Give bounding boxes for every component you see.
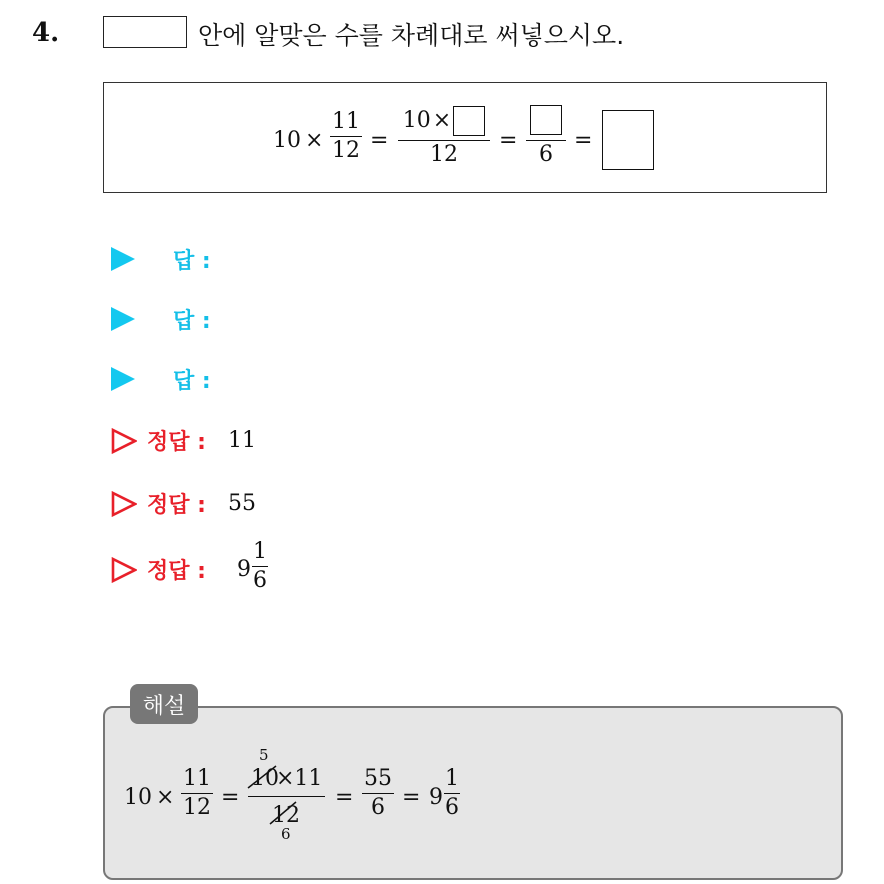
answer-blank-2[interactable] (530, 105, 562, 135)
equals-sign: = (499, 128, 518, 153)
frac2-denominator: 12 (430, 142, 458, 167)
exp-fraction-1 (181, 768, 213, 819)
fraction-bar (444, 793, 460, 794)
correct-marker-icon (111, 428, 137, 454)
equals-sign: = (402, 785, 421, 810)
mixed-fraction (252, 541, 268, 592)
answer-label: 답 : (173, 308, 211, 334)
times-eleven: ×11 (276, 766, 323, 791)
cancel-numerator: 10 (251, 766, 279, 791)
cancel-strike-icon (246, 762, 336, 828)
equals-sign: = (574, 128, 593, 153)
explanation-tag: 해설 (130, 684, 198, 724)
answer-row-2[interactable] (111, 302, 211, 336)
equals-sign: = (370, 128, 389, 153)
problem-fraction-1 (330, 111, 362, 162)
correct-marker-icon (111, 491, 137, 517)
equals-sign: = (221, 785, 240, 810)
correct-value: 55 (227, 491, 256, 516)
exp-f1-numerator: 11 (183, 766, 211, 791)
correct-row-2 (111, 488, 256, 519)
answer-marker-icon (111, 307, 135, 331)
correct-row-3 (111, 554, 206, 585)
exp-whole: 10 (124, 785, 152, 810)
fraction-bar (330, 136, 362, 137)
correct-marker-icon (111, 557, 137, 583)
correct-label: 정답 : (147, 493, 206, 518)
explanation-box (103, 706, 843, 880)
fraction-bar (398, 140, 490, 141)
exp-fraction-3 (362, 768, 394, 819)
cancel-denominator-new: 6 (281, 825, 291, 843)
frac3-denominator: 6 (539, 142, 553, 167)
answer-label: 답 : (173, 248, 211, 274)
fraction-bar (252, 566, 268, 567)
fraction-bar (181, 793, 213, 794)
mixed-numerator: 1 (253, 539, 267, 564)
exp-mixed-fraction (444, 768, 460, 819)
frac2-numerator-prefix: 10 (402, 108, 431, 133)
correct-label: 정답 : (147, 559, 206, 584)
equals-sign: = (335, 785, 354, 810)
cancel-denominator: 12 (272, 803, 300, 828)
question-number: 4. (32, 18, 60, 48)
exp-f1-denominator: 12 (183, 795, 211, 820)
answer-blank-3[interactable] (602, 110, 654, 170)
problem-times: × (305, 128, 324, 153)
problem-fraction-2 (398, 105, 490, 166)
correct-row-1 (111, 425, 256, 456)
blank-box-icon (103, 16, 187, 48)
frac1-numerator: 11 (332, 109, 360, 134)
fraction-bar (526, 140, 566, 141)
answer-label: 답 : (173, 368, 211, 394)
cancel-numerator-new: 5 (259, 746, 269, 764)
frac2-times: × (432, 108, 452, 133)
exp-f3-denominator: 6 (371, 795, 385, 820)
answer-marker-icon (111, 247, 135, 271)
answer-row-3[interactable] (111, 362, 211, 396)
exp-f3-numerator: 55 (364, 766, 392, 791)
exp-mixed-whole: 9 (429, 785, 443, 810)
problem-fraction-3 (526, 105, 566, 166)
answer-marker-icon (111, 367, 135, 391)
mixed-denominator: 6 (253, 568, 267, 593)
fraction-bar (362, 793, 394, 794)
problem-whole: 10 (273, 128, 301, 153)
question-instruction: 안에 알맞은 수를 차례대로 써넣으시오. (198, 21, 625, 50)
frac1-denominator: 12 (332, 138, 360, 163)
answer-row-1[interactable] (111, 242, 211, 276)
mixed-whole: 9 (237, 557, 251, 582)
exp-mixed-numerator: 1 (445, 766, 459, 791)
correct-label: 정답 : (147, 430, 206, 455)
exp-times: × (156, 785, 175, 810)
exp-mixed-denominator: 6 (445, 795, 459, 820)
correct-value: 11 (227, 428, 256, 453)
answer-blank-1[interactable] (453, 106, 485, 136)
